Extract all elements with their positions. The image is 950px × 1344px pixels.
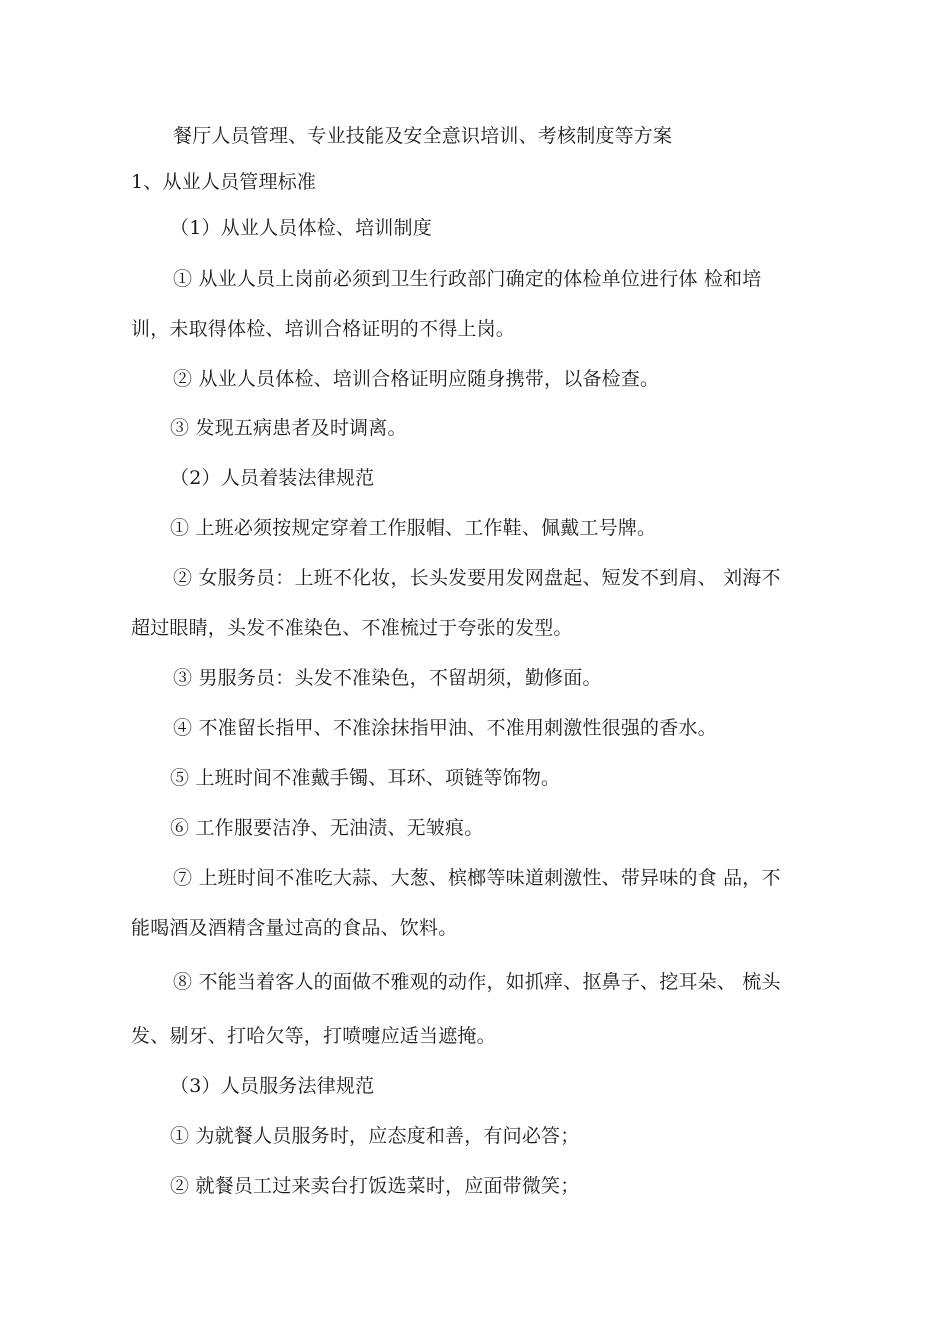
list-item: ③ 发现五病患者及时调离。 bbox=[170, 417, 407, 439]
paragraph-line: 能喝酒及酒精含量过高的食品、饮料。 bbox=[131, 917, 458, 939]
paragraph-line: 发、剔牙、打哈欠等，打喷嚏应适当遮掩。 bbox=[131, 1025, 496, 1047]
paragraph-line: ① 从业人员上岗前必须到卫生行政部门确定的体检单位进行体 检和培 bbox=[173, 268, 762, 290]
paragraph-line: 超过眼睛，头发不准染色、不准梳过于夸张的发型。 bbox=[131, 617, 573, 639]
paragraph-line: ⑧ 不能当着客人的面做不雅观的动作，如抓痒、抠鼻子、挖耳朵、 梳头 bbox=[173, 971, 781, 993]
list-item: ② 就餐员工过来卖台打饭选菜时，应面带微笑； bbox=[170, 1175, 580, 1197]
document-title: 餐厅人员管理、专业技能及安全意识培训、考核制度等方案 bbox=[173, 125, 673, 147]
paragraph-line: ⑦ 上班时间不准吃大蒜、大葱、槟榔等味道刺激性、带异味的食 品，不 bbox=[173, 867, 781, 889]
list-item: ⑥ 工作服要洁净、无油渍、无皱痕。 bbox=[170, 817, 484, 839]
list-item: ⑤ 上班时间不准戴手镯、耳环、项链等饰物。 bbox=[170, 767, 561, 789]
subsection-heading: （3）人员服务法律规范 bbox=[170, 1075, 375, 1097]
list-item: ① 上班必须按规定穿着工作服帽、工作鞋、佩戴工号牌。 bbox=[170, 517, 657, 539]
paragraph-line: ② 女服务员：上班不化妆，长头发要用发网盘起、短发不到肩、 刘海不 bbox=[173, 567, 781, 589]
subsection-heading: （1）从业人员体检、培训制度 bbox=[170, 217, 432, 239]
list-item: ① 为就餐人员服务时，应态度和善，有问必答； bbox=[170, 1125, 580, 1147]
subsection-heading: （2）人员着装法律规范 bbox=[170, 467, 375, 489]
list-item: ② 从业人员体检、培训合格证明应随身携带，以备检查。 bbox=[173, 368, 660, 390]
list-item: ④ 不准留长指甲、不准涂抹指甲油、不准用刺激性很强的香水。 bbox=[173, 717, 717, 739]
list-item: ③ 男服务员：头发不准染色，不留胡须，勤修面。 bbox=[173, 667, 602, 689]
section-heading: 1、从业人员管理标准 bbox=[131, 171, 317, 193]
paragraph-line: 训，未取得体检、培训合格证明的不得上岗。 bbox=[131, 318, 516, 340]
